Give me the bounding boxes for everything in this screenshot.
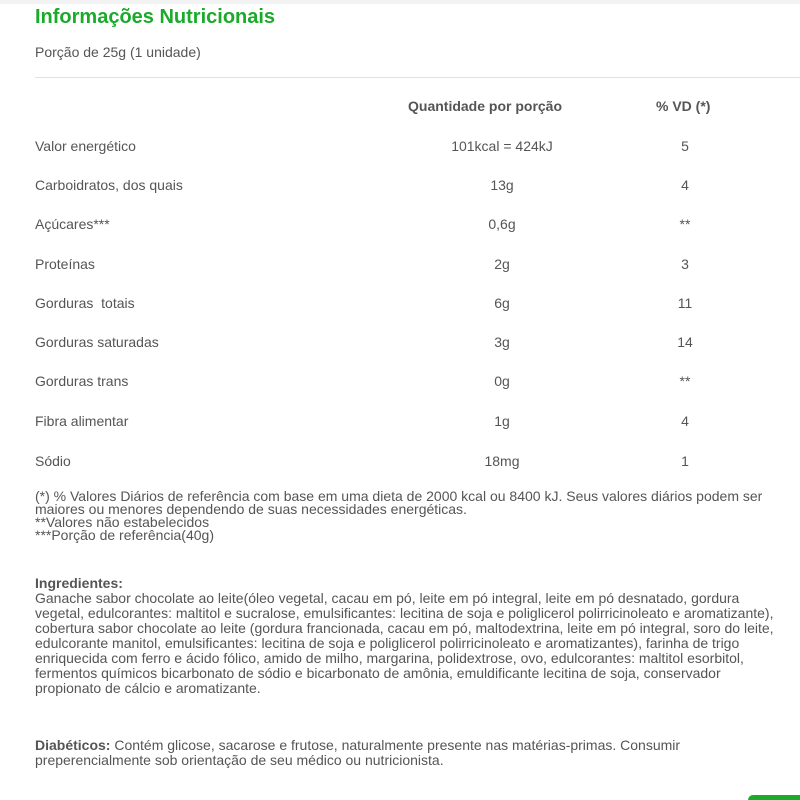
nutrient-name: Proteínas	[35, 256, 95, 272]
footnote-vd: (*) % Valores Diários de referência com base em uma dieta de 2000 kcal ou 8400 kJ. Seus valores diários podem ser maiores ou menores dependendo de suas necessidades energéticas.	[35, 488, 763, 517]
green-accent-tab[interactable]	[748, 795, 800, 800]
nutrient-quantity: 101kcal = 424kJ	[451, 138, 553, 154]
page-title: Informações Nutricionais	[35, 6, 276, 28]
divider	[35, 77, 800, 78]
nutrient-quantity: 0,6g	[488, 216, 516, 232]
table-row	[0, 295, 800, 315]
diabetics-section	[35, 738, 780, 768]
nutrient-vd: **	[679, 373, 691, 389]
table-row	[0, 373, 800, 393]
nutrient-vd: 3	[681, 256, 689, 272]
nutrient-vd: 11	[677, 295, 693, 311]
ingredients-label: Ingredientes:	[35, 575, 123, 591]
nutrient-name: Gorduras totais	[35, 295, 135, 311]
ingredients-section	[35, 576, 780, 696]
column-header-quantity: Quantidade por porção	[408, 98, 563, 114]
nutrient-name: Valor energético	[35, 138, 136, 154]
table-row	[0, 256, 800, 276]
nutrient-vd: 1	[681, 453, 689, 469]
nutrient-vd: 4	[681, 177, 689, 193]
nutrient-quantity: 6g	[494, 295, 510, 311]
table-row	[0, 453, 800, 473]
portion-size: Porção de 25g (1 unidade)	[35, 44, 201, 60]
nutrient-quantity: 18mg	[484, 453, 520, 469]
nutrient-name: Carboidratos, dos quais	[35, 177, 183, 193]
nutrient-quantity: 2g	[494, 256, 510, 272]
diabetics-text: Contém glicose, sacarose e frutose, naturalmente presente nas matérias-primas. Consumir preperencialmente sob orientação de seu médico ou nutricionista.	[35, 737, 681, 768]
nutrient-quantity: 1g	[494, 413, 510, 429]
nutrient-quantity: 0g	[494, 373, 510, 389]
nutrient-name: Sódio	[35, 453, 71, 469]
nutrient-quantity: 13g	[490, 177, 514, 193]
nutrient-vd: **	[679, 216, 691, 232]
nutrient-vd: 5	[681, 138, 689, 154]
nutrient-name: Açúcares***	[35, 216, 110, 232]
nutrient-quantity: 3g	[494, 334, 510, 350]
table-row	[0, 216, 800, 236]
footnote-reference-portion: ***Porção de referência(40g)	[35, 527, 214, 543]
nutrient-name: Gorduras trans	[35, 373, 129, 389]
footnotes	[35, 490, 780, 542]
table-row	[0, 177, 800, 197]
ingredients-text: Ganache sabor chocolate ao leite(óleo vegetal, cacau em pó, leite em pó integral, leite em pó desnatado, gordura vegetal, edulcorantes: maltitol e sucralose, emulsificantes: lecitina de soja e poliglicerol polirricinoleato e aromatizante), cobertura sabor chocolate ao leite (gordura francionada, cacau em pó, maltodextrina, leite em pó integral, soro do leite, edulcorante manitol, emulsificantes: lecitina de soja e poliglicerol polirricinoleato e aromatizantes), farinha de trigo enriquecida com ferro e ácido fólico, amido de milho, margarina, polidextrose, ovo, edulcorantes: maltitol esorbitol, fermentos químicos bicarbonato de sódio e bicarbonato de amônia, emuldificante lecitina de soja, conservador propionato de cálcio e aromatizante.	[35, 590, 774, 696]
column-header-vd: % VD (*)	[656, 98, 711, 114]
table-row	[0, 413, 800, 433]
table-row	[0, 138, 800, 158]
footnote-not-established: **Valores não estabelecidos	[35, 514, 210, 530]
top-edge-shadow	[0, 0, 800, 4]
nutrient-name: Fibra alimentar	[35, 413, 129, 429]
nutrient-vd: 14	[677, 334, 693, 350]
diabetics-label: Diabéticos:	[35, 737, 111, 753]
table-row	[0, 334, 800, 354]
nutrient-name: Gorduras saturadas	[35, 334, 159, 350]
nutrient-vd: 4	[681, 413, 689, 429]
